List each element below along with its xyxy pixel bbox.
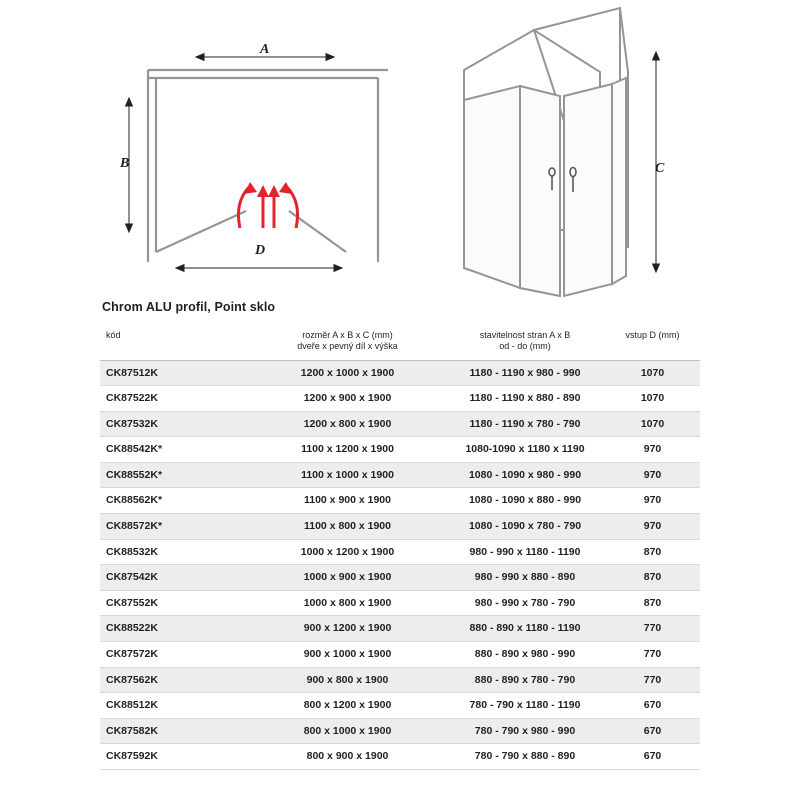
cell-adjust: 880 - 890 x 980 - 990 bbox=[445, 642, 605, 668]
glass-panels bbox=[464, 78, 626, 296]
dimension-label-b: B bbox=[120, 156, 130, 171]
glass-left-door bbox=[520, 86, 560, 296]
table-row bbox=[100, 565, 700, 591]
cell-entry: 670 bbox=[605, 744, 700, 770]
cell-code: CK88552K* bbox=[100, 462, 250, 488]
cell-size: 800 x 1200 x 1900 bbox=[250, 693, 445, 719]
cell-size: 1000 x 900 x 1900 bbox=[250, 565, 445, 591]
cell-size: 1000 x 800 x 1900 bbox=[250, 590, 445, 616]
cell-adjust: 980 - 990 x 1180 - 1190 bbox=[445, 539, 605, 565]
table-row bbox=[100, 642, 700, 668]
column-header-adjustability bbox=[445, 324, 605, 360]
table-row bbox=[100, 693, 700, 719]
cell-code: CK88522K bbox=[100, 616, 250, 642]
cell-adjust: 1080 - 1090 x 780 - 790 bbox=[445, 514, 605, 540]
cell-adjust: 880 - 890 x 1180 - 1190 bbox=[445, 616, 605, 642]
cell-entry: 870 bbox=[605, 590, 700, 616]
cell-code: CK87522K bbox=[100, 386, 250, 412]
plan-view-diagram bbox=[0, 0, 400, 310]
cell-code: CK88572K* bbox=[100, 514, 250, 540]
table-row bbox=[100, 539, 700, 565]
cell-code: CK88542K* bbox=[100, 437, 250, 463]
cell-adjust: 980 - 990 x 880 - 890 bbox=[445, 565, 605, 591]
cell-size: 900 x 800 x 1900 bbox=[250, 667, 445, 693]
glass-left bbox=[464, 86, 520, 288]
column-header-code-line1: kód bbox=[106, 330, 121, 340]
glass-right bbox=[612, 78, 626, 284]
table-row bbox=[100, 411, 700, 437]
swing-arrowheads-icon bbox=[244, 182, 292, 197]
cell-code: CK87562K bbox=[100, 667, 250, 693]
column-header-size bbox=[250, 324, 445, 360]
cell-adjust: 880 - 890 x 780 - 790 bbox=[445, 667, 605, 693]
cell-entry: 870 bbox=[605, 565, 700, 591]
cell-adjust: 980 - 990 x 780 - 790 bbox=[445, 590, 605, 616]
cell-code: CK87542K bbox=[100, 565, 250, 591]
cell-code: CK87552K bbox=[100, 590, 250, 616]
cell-entry: 1070 bbox=[605, 386, 700, 412]
cell-adjust: 1080 - 1090 x 880 - 990 bbox=[445, 488, 605, 514]
cell-size: 1100 x 1000 x 1900 bbox=[250, 462, 445, 488]
cell-adjust: 1180 - 1190 x 780 - 790 bbox=[445, 411, 605, 437]
cell-adjust: 1080 - 1090 x 980 - 990 bbox=[445, 462, 605, 488]
dimension-label-a: A bbox=[260, 42, 270, 57]
cell-adjust: 780 - 790 x 980 - 990 bbox=[445, 718, 605, 744]
cell-entry: 970 bbox=[605, 514, 700, 540]
cell-entry: 770 bbox=[605, 642, 700, 668]
cell-size: 900 x 1000 x 1900 bbox=[250, 642, 445, 668]
cell-code: CK87592K bbox=[100, 744, 250, 770]
cell-adjust: 1180 - 1190 x 880 - 890 bbox=[445, 386, 605, 412]
table-row bbox=[100, 386, 700, 412]
plan-panel-left bbox=[156, 211, 246, 252]
cell-adjust: 780 - 790 x 1180 - 1190 bbox=[445, 693, 605, 719]
cell-entry: 670 bbox=[605, 693, 700, 719]
table-row bbox=[100, 360, 700, 386]
cell-size: 900 x 1200 x 1900 bbox=[250, 616, 445, 642]
table-row bbox=[100, 437, 700, 463]
table-row bbox=[100, 744, 700, 770]
cell-code: CK87572K bbox=[100, 642, 250, 668]
column-header-entry-line1: vstup D (mm) bbox=[625, 330, 680, 340]
table-row bbox=[100, 718, 700, 744]
cell-size: 1100 x 900 x 1900 bbox=[250, 488, 445, 514]
cell-entry: 1070 bbox=[605, 411, 700, 437]
cell-size: 1100 x 1200 x 1900 bbox=[250, 437, 445, 463]
table-row bbox=[100, 616, 700, 642]
cell-entry: 970 bbox=[605, 437, 700, 463]
cell-code: CK87582K bbox=[100, 718, 250, 744]
specification-section bbox=[100, 300, 700, 770]
cell-adjust: 1080-1090 x 1180 x 1190 bbox=[445, 437, 605, 463]
cell-code: CK88562K* bbox=[100, 488, 250, 514]
glass-right-door bbox=[564, 84, 612, 296]
cell-entry: 970 bbox=[605, 488, 700, 514]
cell-size: 1200 x 900 x 1900 bbox=[250, 386, 445, 412]
cell-entry: 870 bbox=[605, 539, 700, 565]
cell-entry: 970 bbox=[605, 462, 700, 488]
cell-size: 1000 x 1200 x 1900 bbox=[250, 539, 445, 565]
cell-code: CK87512K bbox=[100, 360, 250, 386]
cell-size: 800 x 900 x 1900 bbox=[250, 744, 445, 770]
cell-entry: 770 bbox=[605, 667, 700, 693]
table-row bbox=[100, 462, 700, 488]
table-row bbox=[100, 488, 700, 514]
column-header-entry bbox=[605, 324, 700, 360]
dimension-d bbox=[176, 265, 342, 272]
column-header-adjustability-line1: stavitelnost stran A x B bbox=[479, 330, 571, 340]
table-row bbox=[100, 667, 700, 693]
table-row bbox=[100, 514, 700, 540]
column-header-adjustability-line2: od - do (mm) bbox=[499, 341, 551, 352]
cell-size: 800 x 1000 x 1900 bbox=[250, 718, 445, 744]
cell-adjust: 1180 - 1190 x 980 - 990 bbox=[445, 360, 605, 386]
cell-adjust: 780 - 790 x 880 - 890 bbox=[445, 744, 605, 770]
column-header-size-line1: rozměr A x B x C (mm) bbox=[302, 330, 393, 340]
cell-size: 1200 x 1000 x 1900 bbox=[250, 360, 445, 386]
column-header-code bbox=[100, 324, 250, 360]
dimension-label-d: D bbox=[255, 243, 266, 258]
table-title: Chrom ALU profil, Point sklo bbox=[102, 300, 276, 314]
column-header-size-line2: dveře x pevný díl x výška bbox=[297, 341, 398, 352]
dimension-label-c: C bbox=[655, 161, 665, 176]
cell-code: CK88512K bbox=[100, 693, 250, 719]
cell-entry: 670 bbox=[605, 718, 700, 744]
table-row bbox=[100, 590, 700, 616]
cell-size: 1100 x 800 x 1900 bbox=[250, 514, 445, 540]
cell-entry: 770 bbox=[605, 616, 700, 642]
cell-size: 1200 x 800 x 1900 bbox=[250, 411, 445, 437]
cell-code: CK87532K bbox=[100, 411, 250, 437]
cell-entry: 1070 bbox=[605, 360, 700, 386]
cell-code: CK88532K bbox=[100, 539, 250, 565]
table-header-row bbox=[100, 324, 700, 360]
perspective-view-diagram bbox=[460, 0, 780, 310]
product-diagram bbox=[0, 0, 800, 310]
specification-table bbox=[100, 324, 700, 770]
